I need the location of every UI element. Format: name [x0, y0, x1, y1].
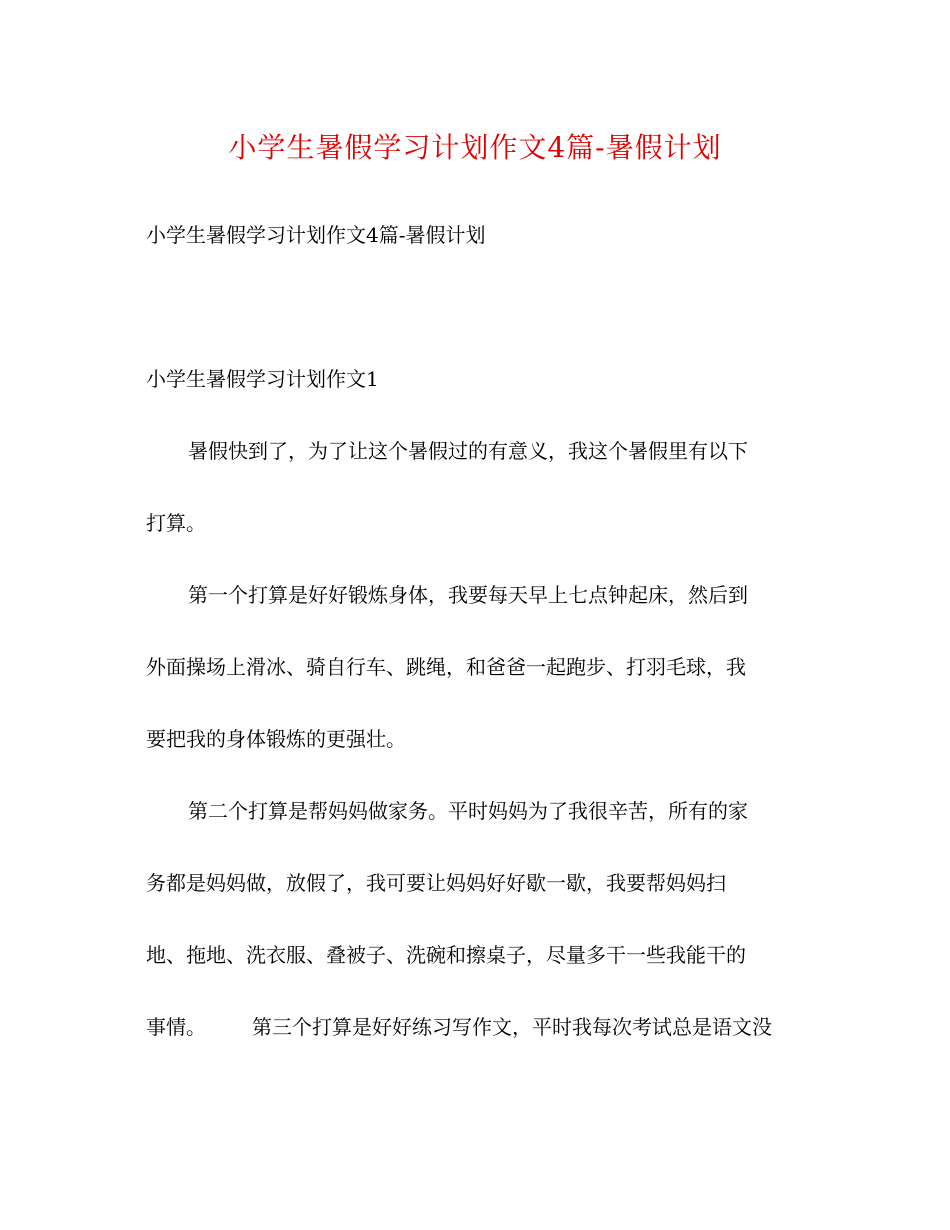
paragraph-line: 暑假快到了，为了让这个暑假过的有意义，我这个暑假里有以下	[188, 439, 748, 463]
paragraph-line	[146, 1014, 772, 1040]
paragraph-line: 要把我的身体锻炼的更强壮。	[146, 727, 406, 751]
paragraph-line: 外面操场上滑冰、骑自行车、跳绳，和爸爸一起跑步、打羽毛球，我	[146, 655, 746, 679]
paragraph-line: 打算。	[146, 511, 206, 535]
paragraph-line: 第二个打算是帮妈妈做家务。平时妈妈为了我很辛苦，所有的家	[188, 799, 748, 823]
document-subtitle: 小学生暑假学习计划作文4篇-暑假计划	[146, 223, 486, 247]
section-heading: 小学生暑假学习计划作文1	[146, 367, 379, 391]
paragraph-line-start: 事情。	[146, 1015, 206, 1039]
document-title: 小学生暑假学习计划作文4篇-暑假计划	[228, 131, 722, 164]
paragraph-line: 第一个打算是好好锻炼身体，我要每天早上七点钟起床，然后到	[188, 583, 748, 607]
paragraph-line: 地、拖地、洗衣服、叠被子、洗碗和擦桌子，尽量多干一些我能干的	[146, 943, 746, 967]
paragraph-line-rest: 第三个打算是好好练习写作文，平时我每次考试总是语文没	[252, 1015, 772, 1039]
paragraph-line: 务都是妈妈做，放假了，我可要让妈妈好好歇一歇，我要帮妈妈扫	[146, 871, 726, 895]
